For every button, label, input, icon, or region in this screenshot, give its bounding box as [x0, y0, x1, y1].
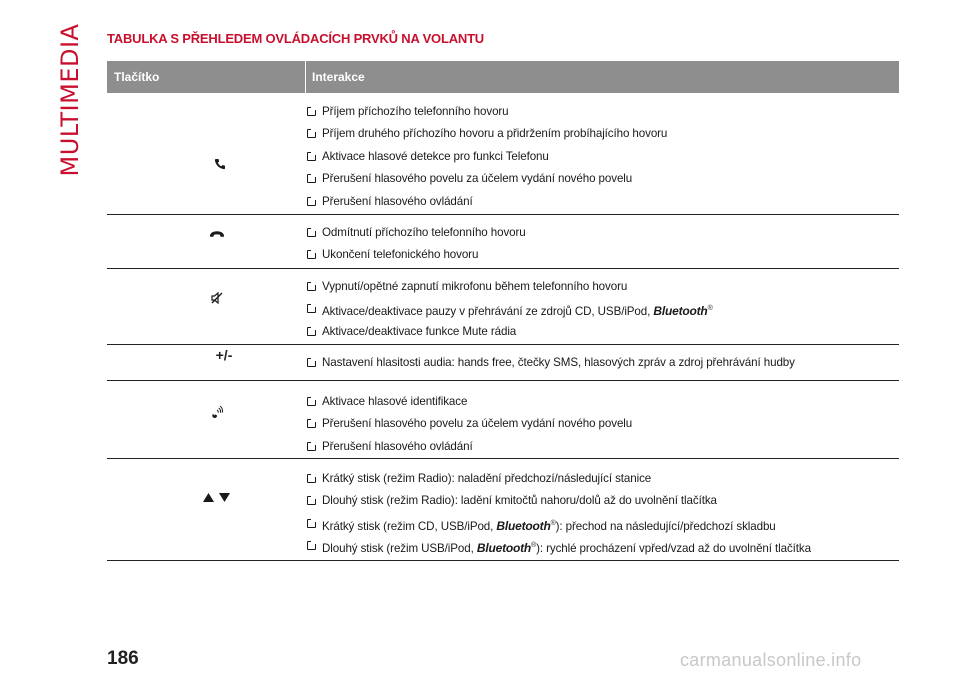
list-item: Aktivace hlasové identifikace — [306, 391, 632, 413]
list-item-text: Aktivace/deaktivace pauzy v přehrávání ze zdrojů CD, USB/iPod, — [322, 305, 651, 319]
list-item-text: ): přechod na následující/předchozí skladbu — [555, 519, 776, 533]
page-number: 186 — [107, 648, 139, 669]
arrow-up-down-icon — [202, 492, 232, 560]
list-item: Aktivace hlasové detekce pro funkci Telefonu — [306, 146, 667, 168]
voice-command-icon — [211, 405, 223, 458]
table-row — [107, 269, 899, 345]
list-item: Dlouhý stisk (režim Radio): ladění kmitočtů nahoru/dolů až do uvolnění tlačítka — [306, 490, 811, 512]
registered-mark: ® — [707, 305, 713, 313]
section-side-label: MULTIMEDIA — [56, 23, 84, 177]
list-item — [306, 513, 811, 535]
list-item: Přerušení hlasového povelu za účelem vydání nového povelu — [306, 168, 667, 190]
list-item: Příjem druhého příchozího hovoru a přidržením probíhajícího hovoru — [306, 123, 667, 145]
table-row — [107, 215, 899, 269]
phone-hangup-icon — [209, 230, 225, 268]
mute-icon — [211, 292, 223, 344]
list-item: Nastavení hlasitosti audia: hands free, čtečky SMS, hlasových zpráv a zdroj přehrávání hudby — [306, 352, 795, 374]
bluetooth-brand: Bluetooth — [496, 518, 551, 533]
table-row — [107, 93, 899, 215]
list-item-text: Krátký stisk (režim CD, USB/iPod, — [322, 519, 494, 533]
bluetooth-brand: Bluetooth — [653, 304, 708, 319]
bluetooth-brand: Bluetooth — [476, 541, 532, 556]
list-item: Odmítnutí příchozího telefonního hovoru — [306, 222, 526, 244]
list-item: Vypnutí/opětné zapnutí mikrofonu během telefonního hovoru — [306, 276, 713, 298]
controls-table — [107, 61, 899, 561]
list-item — [306, 298, 713, 320]
phone-answer-icon — [214, 158, 226, 170]
column-header-button: Tlačítko — [114, 70, 160, 84]
list-item: Přerušení hlasového ovládání — [306, 191, 667, 213]
list-item: Krátký stisk (režim Radio): naladění předchozí/následující stanice — [306, 468, 811, 490]
list-item — [306, 535, 811, 557]
watermark: carmanualsonline.info — [680, 650, 862, 670]
table-header — [107, 61, 899, 93]
volume-plus-minus-label: +/- — [215, 347, 233, 363]
page-title: TABULKA S PŘEHLEDEM OVLÁDACÍCH PRVKŮ NA VOLANTU — [107, 31, 484, 46]
list-item: Přerušení hlasového ovládání — [306, 436, 632, 458]
table-row — [107, 459, 899, 561]
column-header-interaction: Interakce — [312, 70, 365, 84]
table-row — [107, 345, 899, 381]
registered-mark: ® — [550, 519, 556, 527]
list-item: Příjem příchozího telefonního hovoru — [306, 101, 667, 123]
list-item: Přerušení hlasového povelu za účelem vydání nového povelu — [306, 413, 632, 435]
list-item-text: Dlouhý stisk (režim USB/iPod, — [322, 542, 474, 556]
list-item: Aktivace/deaktivace funkce Mute rádia — [306, 321, 713, 343]
list-item-text: ): rychlé procházení vpřed/vzad až do uvolnění tlačítka — [536, 542, 811, 556]
list-item: Ukončení telefonického hovoru — [306, 244, 526, 266]
registered-mark: ® — [531, 542, 537, 550]
table-row — [107, 381, 899, 459]
